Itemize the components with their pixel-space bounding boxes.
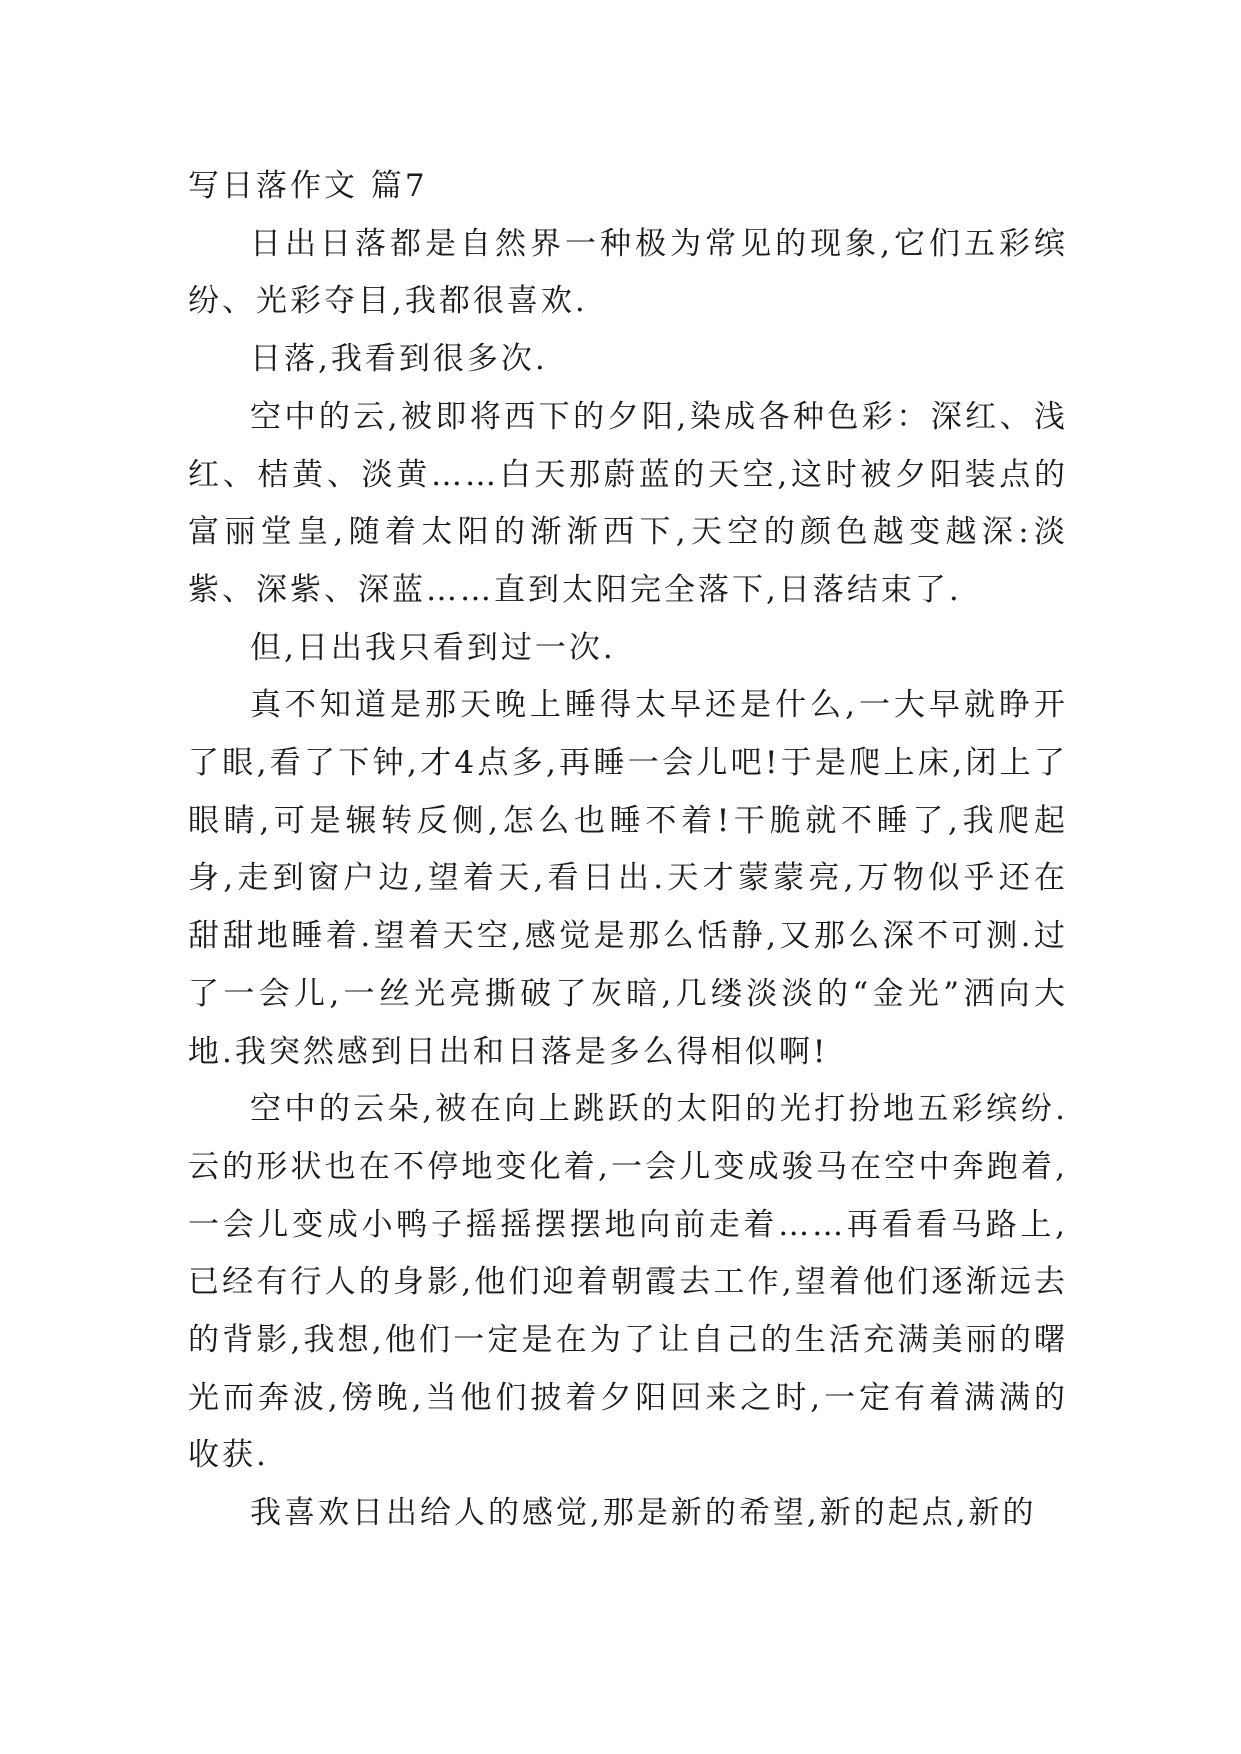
article-body xyxy=(188,158,1068,1543)
paragraph-2: 日落,我看到很多次. xyxy=(250,341,548,378)
paragraph-1: 日出日落都是自然界一种极为常见的现象,它们五彩缤纷、光彩夺目,我都很喜欢. xyxy=(188,225,1068,320)
paragraph-7: 我喜欢日出给人的感觉,那是新的希望,新的起点,新的 xyxy=(250,1495,1037,1532)
paragraph-6: 空中的云朵,被在向上跳跃的太阳的光打扮地五彩缤纷.云的形状也在不停地变化着,一会儿变成骏马在空中奔跑着,一会儿变成小鸭子摇摇摆摆地向前走着……再看看马路上,已经有行人的身影,他们迎着朝霞去工作,望着他们逐渐远去的背影,我想,他们一定是在为了让自己的生活充满美丽的曙光而奔波,傍晚,当他们披着夕阳回来之时,一定有着满满的收获. xyxy=(188,1091,1068,1474)
paragraph-3: 空中的云,被即将西下的夕阳,染成各种色彩：深红、浅红、桔黄、淡黄……白天那蔚蓝的天空,这时被夕阳装点的富丽堂皇,随着太阳的渐渐西下,天空的颜色越变越深:淡紫、深紫、深蓝……直到太阳完全落下,日落结束了. xyxy=(188,398,1068,608)
article-heading: 写日落作文 篇7 xyxy=(188,168,428,204)
paragraph-5: 真不知道是那天晚上睡得太早还是什么,一大早就睁开了眼,看了下钟,才4点多,再睡一会儿吧!于是爬上床,闭上了眼睛,可是辗转反侧,怎么也睡不着!干脆就不睡了,我爬起身,走到窗户边,望着天,看日出.天才蒙蒙亮,万物似乎还在甜甜地睡着.望着天空,感觉是那么恬静,又那么深不可测.过了一会儿,一丝光亮撕破了灰暗,几缕淡淡的“金光”洒向大地.我突然感到日出和日落是多么得相似啊! xyxy=(188,687,1068,1070)
paragraph-4: 但,日出我只看到过一次. xyxy=(250,629,616,666)
